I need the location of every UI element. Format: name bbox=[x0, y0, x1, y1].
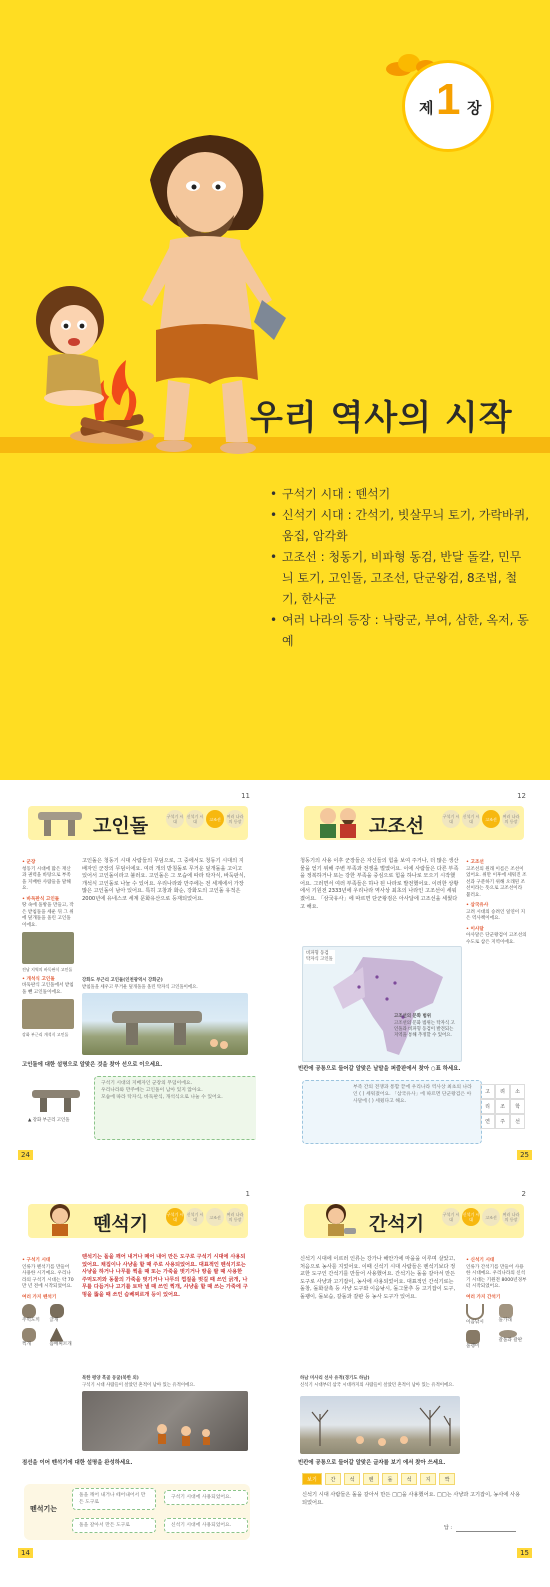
era-tag-active: 고조선 bbox=[482, 810, 500, 828]
note-head: 여러 가지 뗀석기 bbox=[22, 1294, 57, 1300]
stone-tool-icon bbox=[50, 1304, 64, 1318]
note-head: • 신석기 시대 bbox=[466, 1258, 495, 1263]
cave-people-icon bbox=[82, 1391, 248, 1451]
neolithic-person-icon bbox=[314, 1200, 360, 1238]
photo-caption: 북한 평양 흑골 동굴(북한 외) bbox=[82, 1376, 139, 1381]
chapter-suffix: 장 bbox=[467, 99, 482, 117]
quiz-prompt: 고인돌에 대한 설명으로 알맞은 것을 찾아 선으로 이으세요. bbox=[22, 1062, 163, 1068]
quiz-right-option[interactable]: 구석기 시대에 사용되었어요. bbox=[164, 1490, 248, 1505]
era-tag: 고조선 bbox=[206, 1208, 224, 1226]
tool-grid bbox=[466, 1304, 528, 1350]
photo-caption: 강화도 부근리 고인돌(인천광역시 강화군) bbox=[82, 978, 163, 983]
era-tags bbox=[442, 810, 520, 828]
page-title: 뗀석기 bbox=[93, 1213, 149, 1235]
page-goindol bbox=[18, 788, 256, 1163]
page-ttenseokgi bbox=[18, 1186, 256, 1561]
chapter-title: 우리 역사의 시작 bbox=[250, 398, 513, 438]
grid-cell[interactable]: 조 bbox=[495, 1099, 510, 1114]
map-caption: 고조선의 문화 범위 bbox=[394, 1014, 431, 1019]
grid-cell[interactable]: 연 bbox=[480, 1114, 495, 1129]
quiz-passage bbox=[302, 1080, 482, 1144]
page-bottom-number: 15 bbox=[517, 1548, 532, 1558]
grid-cell[interactable]: 려 bbox=[495, 1084, 510, 1099]
body-highlight: 뗀석기는 돌을 깨어 내거나 떼어 내어 만든 도구로 구석기 시대에 사용되었어요. 채집이나 사냥을 할 때 주로 사용되었어요. 대표적인 뗀석기로는 사냥을 하거나 나무를 찍을 때 또는 가죽을 벗기거나 땅을 팔 때 사용한 주먹도끼와 동물의 가죽을 벗기거나 나무의 껍질을 벗길 때 쓰인 긁개, 나무를 다듬거나 고기를 토막 낼 때 쓰인 찍개, 사냥을 할 때 쓰는 가죽에 구멍을 뚫을 때 쓰인 슴베찌르개 등이 있어요. bbox=[82, 1254, 248, 1298]
sidebar-notes bbox=[466, 860, 528, 946]
quiz-option[interactable]: 우리나라와 만주에는 고인돌이 남아 있지 않아요. bbox=[101, 1088, 203, 1093]
grid-cell[interactable]: 소 bbox=[510, 1084, 525, 1099]
page-gojoseon bbox=[294, 788, 532, 1163]
quiz-prompt: 점선을 이어 뗀석기에 대한 설명을 완성하세요. bbox=[22, 1460, 133, 1466]
page-ganseokgi bbox=[294, 1186, 532, 1561]
note-head: • 구석기 시대 bbox=[22, 1258, 51, 1263]
dolmen-icon bbox=[26, 1086, 86, 1116]
quiz-right-option[interactable]: 신석기 시대에 사용되었어요. bbox=[164, 1518, 248, 1533]
page-title: 고조선 bbox=[369, 815, 425, 837]
quiz-prompt: 빈칸에 공통으로 들어갈 알맞은 글자를 보기 에서 찾아 쓰세요. bbox=[298, 1460, 446, 1466]
cave-photo bbox=[82, 1391, 248, 1451]
fishhook-icon bbox=[466, 1304, 484, 1320]
topic-item: • 신석기 시대 : 간석기, 빗살무늬 토기, 가락바퀴, 움집, 암각화 bbox=[270, 505, 530, 547]
era-tag: 신석기 시대 bbox=[186, 1208, 204, 1226]
grid-cell[interactable]: 선 bbox=[510, 1114, 525, 1129]
photo-caption: 강화 부근리 개석식 고인돌 bbox=[22, 1032, 69, 1037]
page-title: 고인돌 bbox=[93, 815, 149, 837]
page-bottom-number: 14 bbox=[18, 1548, 33, 1558]
era-tag: 구석기 시대 bbox=[442, 1208, 460, 1226]
page-top-number: 1 bbox=[245, 1190, 250, 1198]
stone-tool-icon bbox=[22, 1328, 36, 1342]
grid-cell[interactable]: 고 bbox=[480, 1084, 495, 1099]
tool-label: 갈돌과 갈판 bbox=[498, 1337, 523, 1343]
sidebar-notes bbox=[22, 860, 74, 1039]
photo-subcaption: 받침돌을 세우고 무거운 덮개돌을 올린 탁자식 고인돌이에요. bbox=[82, 985, 198, 990]
topic-item: • 여러 나라의 등장 : 낙랑군, 부여, 삼한, 옥저, 동예 bbox=[270, 610, 530, 652]
dolmen-photo bbox=[22, 932, 74, 964]
tool-item bbox=[22, 1304, 47, 1325]
body-text: 청동기의 사용 이후 군장들은 자신들의 힘을 보여 주거나, 더 많은 생산물을 얻기 위해 주변 부족과 전쟁을 벌였어요. 이에 사람들은 다른 부족을 정복하거나 또는 강한 부족을 중심으로 힘을 하나로 모으기 시작했어요. 그러면서 여러 부족들은 하나 된 나라로 발전했어요. 이러한 상황에서 기원전 2333년에 우리나라 역사상 최초의 나라인 고조선이 세워졌어요. 「삼국유사」에 따르면 단군왕검은 아사달에 고조선을 세웠다고 해요. bbox=[300, 858, 459, 910]
tool-label: 찍개 bbox=[22, 1341, 31, 1347]
chapter-number: 1 bbox=[436, 75, 461, 124]
grid-cell[interactable]: 주 bbox=[495, 1114, 510, 1129]
quiz-option[interactable]: 모습에 따라 탁자식, 바둑판식, 개석식으로 나눌 수 있어요. bbox=[101, 1095, 223, 1100]
map-icon bbox=[303, 947, 461, 1061]
note-head: • 고조선 bbox=[466, 860, 484, 865]
page-top-number: 2 bbox=[521, 1190, 526, 1198]
note-text: 인류가 간석기를 만들어 사용한 시대예요. 우리나라의 신석기 시대는 기원전 8000년경부터 시작되었어요. bbox=[466, 1264, 527, 1289]
quiz-image-caption: ▲ 강화 부근리 고인돌 bbox=[28, 1118, 70, 1123]
answer-label: 답 : bbox=[444, 1525, 453, 1531]
note-text: 아사달은 단군왕검이 고조선의 수도로 삼은 지역이에요. bbox=[466, 933, 527, 945]
era-tag: 고조선 bbox=[482, 1208, 500, 1226]
child-figure bbox=[36, 286, 104, 406]
chapter-topics bbox=[270, 484, 530, 652]
word-chip[interactable]: 돌 bbox=[382, 1473, 398, 1485]
era-tag: 구석기 시대 bbox=[166, 810, 184, 828]
quiz-left-label: 뗀석기는 bbox=[30, 1505, 58, 1513]
word-bank-label: 보기 bbox=[302, 1473, 322, 1485]
grid-cell[interactable]: 학 bbox=[510, 1099, 525, 1114]
quiz-options bbox=[94, 1076, 256, 1140]
note-head: • 삼국유사 bbox=[466, 903, 489, 908]
page-top-number: 12 bbox=[517, 792, 526, 800]
photo-caption: 전남 지역의 바둑판식 고인돌 bbox=[22, 967, 73, 972]
era-tag: 여러 나라의 등장 bbox=[502, 810, 520, 828]
stone-tool-icon bbox=[50, 1328, 64, 1342]
page-spread bbox=[0, 780, 550, 1587]
era-tags bbox=[442, 1208, 520, 1226]
map-subcaption: 고조선의 문화 범위는 탁자식 고인돌과 비파형 동검이 발견되는 지역을 통해 추정할 수 있어요. bbox=[394, 1021, 455, 1038]
tool-label: 돌괭이 bbox=[466, 1343, 480, 1349]
note-head: • 이사달 bbox=[466, 926, 484, 932]
village-photo bbox=[300, 1396, 460, 1454]
era-tag: 신석기 시대 bbox=[462, 810, 480, 828]
quiz-middle-option[interactable]: 돌을 깨어 내거나 떼어내어서 만든 도구로 bbox=[72, 1488, 156, 1510]
legend-item: 탁자식 고인돌 bbox=[306, 957, 333, 962]
era-tag: 구석기 시대 bbox=[442, 810, 460, 828]
page-bottom-number: 25 bbox=[517, 1150, 532, 1160]
dolmen-icon bbox=[82, 993, 248, 1055]
era-tag: 여러 나라의 등장 bbox=[226, 810, 244, 828]
trees-icon bbox=[300, 1396, 460, 1454]
era-tag: 신석기 시대 bbox=[186, 810, 204, 828]
tool-item bbox=[466, 1304, 496, 1327]
stone-tool-icon bbox=[466, 1330, 480, 1344]
tool-label: 슴베찌르개 bbox=[49, 1341, 72, 1347]
tool-item bbox=[50, 1304, 75, 1325]
note-text: 고조선의 원래 이름은 조선이었어요. 위만 이후에 세워진 조선과 구분하기 위해 오래된 조선이라는 뜻으로 고조선이라 불러요. bbox=[466, 866, 527, 898]
tool-label: 이음낚시 bbox=[466, 1320, 484, 1325]
word-grid bbox=[480, 1084, 525, 1129]
quiz-passage-text: 부족 간의 전쟁과 통합 끝에 우리나라 역사상 최초의 나라인 ( ) 세워졌어요. 「삼국유사」에 따르면 단군왕검은 아사달에 ( ) 세웠다고 해요. bbox=[353, 1085, 472, 1104]
dolmen-photo bbox=[82, 993, 248, 1055]
note-head: • 군장 bbox=[22, 860, 36, 865]
photo-subcaption: 구석기 시대 사람들이 살았던 흔적이 남아 있는 유적이에요. bbox=[82, 1383, 195, 1388]
note-head: 여러 가지 간석기 bbox=[466, 1294, 501, 1300]
word-chip[interactable]: 석 bbox=[401, 1473, 417, 1485]
note-text: 청동기 시대에 많은 재산과 권력을 바탕으로 부족을 지배한 사람들을 말해요. bbox=[22, 866, 71, 891]
note-text: 고려 시대의 승려인 일연이 지은 역사책이에요. bbox=[466, 909, 526, 921]
chapter-cover bbox=[0, 0, 550, 780]
quiz-prompt: 빈칸에 공통으로 들어갈 알맞은 낱말을 퍼즐판에서 찾아 ○표 하세요. bbox=[298, 1066, 461, 1072]
note-text: 인류가 뗀석기를 만들어 사용한 시기예요. 우리나라의 구석기 시대는 약 70만 년 전에 시작되었어요. bbox=[22, 1264, 74, 1289]
note-text: 바둑판식 고인돌에서 받침돌 뺀 고인돌이에요. bbox=[22, 983, 74, 995]
stone-tool-icon bbox=[22, 1304, 36, 1318]
quiz-option[interactable]: 구석기 시대의 지배자인 군장의 무덤이에요. bbox=[101, 1081, 193, 1086]
era-tag: 여러 나라의 등장 bbox=[502, 1208, 520, 1226]
tool-item bbox=[22, 1328, 47, 1349]
era-tags bbox=[166, 810, 244, 828]
grid-cell[interactable]: 리 bbox=[480, 1099, 495, 1114]
dangun-icon bbox=[312, 802, 362, 840]
caveman-icon bbox=[38, 1200, 84, 1238]
era-tag: 여러 나라의 등장 bbox=[226, 1208, 244, 1226]
era-tag-active: 고조선 bbox=[206, 810, 224, 828]
photo-subcaption: 신석기 시대부터 삼국 시대까지의 사람들이 살았던 흔적이 남아 있는 유적이에요. bbox=[300, 1383, 454, 1388]
tool-item bbox=[466, 1330, 496, 1351]
tool-label: 돌가래 bbox=[498, 1318, 512, 1323]
quiz-box bbox=[24, 1484, 250, 1540]
era-tags bbox=[166, 1208, 244, 1226]
word-chip[interactable]: 간 bbox=[325, 1473, 341, 1485]
word-bank bbox=[302, 1473, 455, 1485]
word-chip[interactable]: 지 bbox=[420, 1473, 436, 1485]
note-head: • 개석식 고인돌 bbox=[22, 976, 55, 982]
page-bottom-number: 24 bbox=[18, 1150, 33, 1160]
page-title: 간석기 bbox=[369, 1213, 425, 1235]
tool-label: 긁개 bbox=[49, 1318, 59, 1323]
note-text: 땅 속에 돌방을 만들고, 작은 받침돌을 세운 뒤 그 위에 덮개돌을 올린 고인돌이에요. bbox=[22, 903, 74, 928]
tool-grid bbox=[22, 1304, 74, 1348]
word-chip[interactable]: 석 bbox=[344, 1473, 360, 1485]
stone-tool-icon bbox=[499, 1304, 513, 1318]
dolmen-icon bbox=[34, 806, 86, 840]
tool-item bbox=[499, 1330, 529, 1351]
quiz-middle-option[interactable]: 돌을 갈아서 만든 도구로 bbox=[72, 1518, 156, 1533]
chapter-prefix: 제 bbox=[419, 99, 434, 117]
sidebar-notes bbox=[22, 1258, 74, 1348]
dolmen-photo bbox=[22, 999, 74, 1029]
page-top-number: 11 bbox=[241, 792, 250, 800]
body-text: 고인돌은 청동기 시대 사람들의 무덤으로, 그 중에서도 청동기 시대의 지배자인 군장의 무덤이에요. 여러 개의 받침돌로 무거운 덮개돌을 고이고 있어서 고인돌이라고 불러요. 고인돌은 그 모습에 따라 탁자식, 바둑판식, 개석식 고인돌로 나눌 수 있어요. 우리나라와 만주에는 전 세계에서 가장 많은 고인돌이 남아 있어요. 특히 고창과 화순, 강화도의 고인돌 유적은 2000년에 유네스코 세계 문화유산으로 등재되었어요. bbox=[82, 858, 246, 902]
tool-item bbox=[499, 1304, 529, 1327]
word-chip[interactable]: 뗀 bbox=[363, 1473, 379, 1485]
answer-line[interactable] bbox=[456, 1531, 516, 1532]
topic-item: • 고조선 : 청동기, 비파형 동검, 반달 돌칼, 민무늬 토기, 고인돌, 고조선, 단군왕검, 8조법, 철기, 한사군 bbox=[270, 547, 530, 610]
grinding-stone-icon bbox=[499, 1330, 517, 1338]
note-head: • 바둑판식 고인돌 bbox=[22, 896, 60, 902]
body-text: 신석기 시대에 이르러 인류는 강가나 해안가에 마을을 이루며 살았고, 처음으로 농사를 지었어요. 이때 신석기 시대 사람들은 뗀석기보다 정교한 도구인 간석기를 만들어 사용했어요. 간석기는 돌을 갈아서 만든 도구로 사냥과 고기잡이, 농사에 사용되었어요. 대표적인 간석기로는 돌창, 돌화살촉 등 사냥 도구와 이음낚시, 돌그물추 등 고기잡이 도구, 돌괭이, 돌보습, 갈돌과 갈판 등 농사 도구가 있어요. bbox=[300, 1256, 456, 1300]
sidebar-notes bbox=[466, 1258, 528, 1350]
tool-item bbox=[50, 1328, 75, 1349]
body-text bbox=[82, 1254, 248, 1300]
word-chip[interactable]: 짝 bbox=[439, 1473, 455, 1485]
quiz-sentence: 신석기 시대 사람들은 돌을 갈아서 만든 □□을 사용했어요. □□는 사냥과 고기잡이, 농사에 사용되었어요. bbox=[302, 1492, 521, 1506]
tool-label: 주먹도끼 bbox=[22, 1318, 40, 1323]
photo-caption: 하남 미사리 선사 유적(경기도 하남) bbox=[300, 1376, 370, 1381]
map-legend bbox=[304, 950, 335, 964]
topic-item: • 구석기 시대 : 뗀석기 bbox=[270, 484, 530, 505]
era-tag-active: 구석기 시대 bbox=[166, 1208, 184, 1226]
era-tag-active: 신석기 시대 bbox=[462, 1208, 480, 1226]
legend-item: 비파형 동검 bbox=[306, 951, 329, 956]
